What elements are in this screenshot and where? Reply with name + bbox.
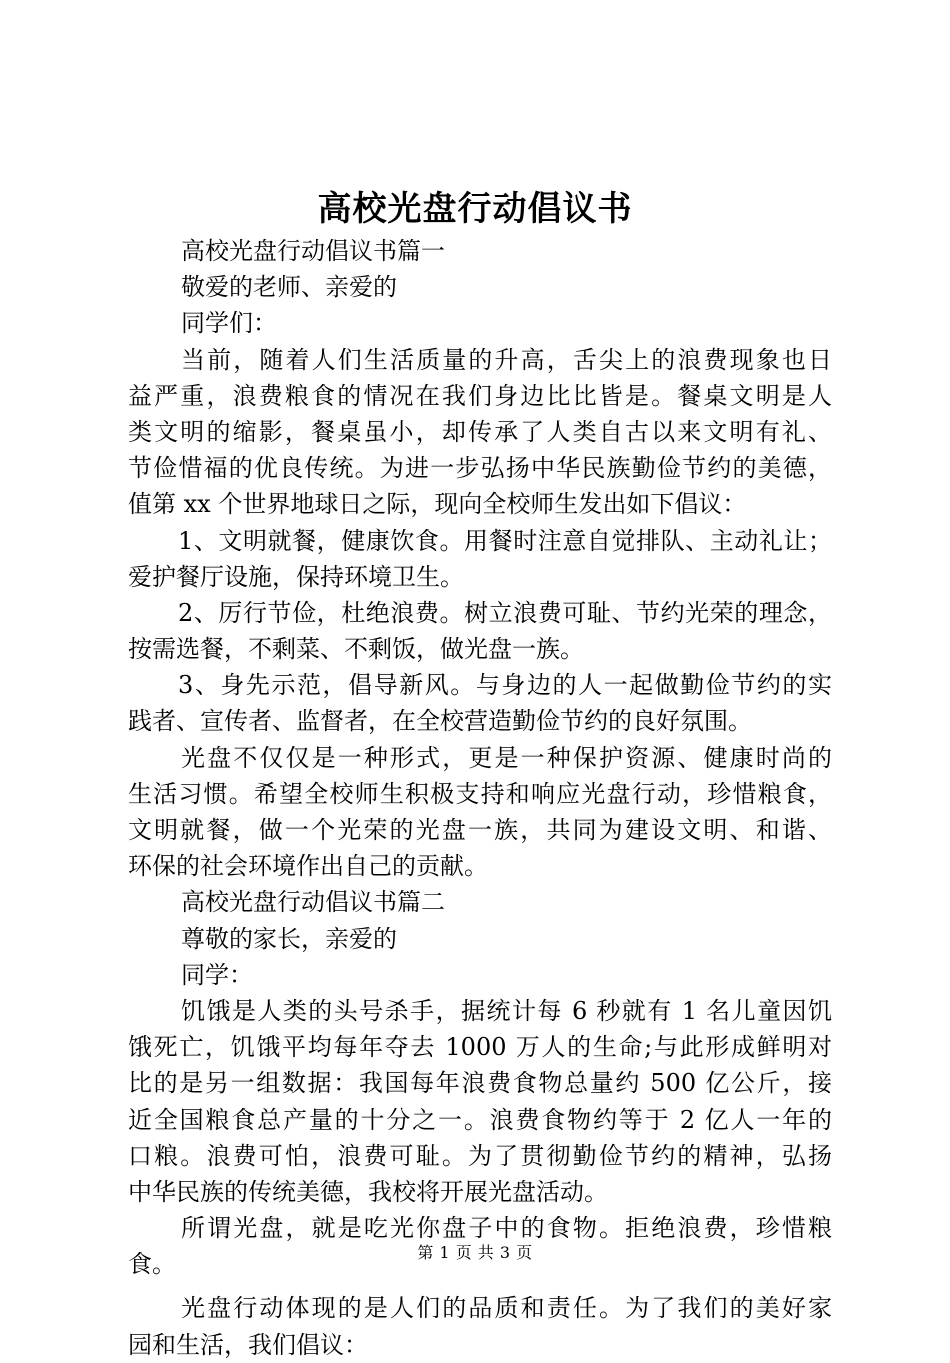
paragraph-line: 生活习惯。希望全校师生积极支持和响应光盘行动，珍惜粮食，: [128, 779, 832, 808]
list-item-line: 2、厉行节俭，杜绝浪费。树立浪费可耻、节约光荣的理念，: [178, 598, 832, 627]
salutation-line: 尊敬的家长，亲爱的: [181, 924, 397, 953]
list-item-line: 3、身先示范，倡导新风。与身边的人一起做勤俭节约的实: [178, 671, 832, 700]
list-item-line: 爱护餐厅设施，保持环境卫生。: [128, 562, 464, 591]
paragraph-line: 饥饿是人类的头号杀手，据统计每 6 秒就有 1 名儿童因饥: [181, 996, 832, 1025]
list-item-line: 1、文明就餐，健康饮食。用餐时注意自觉排队、主动礼让；: [178, 526, 832, 555]
paragraph-line: 饿死亡，饥饿平均每年夺去 1000 万人的生命;与此形成鲜明对: [128, 1033, 832, 1062]
list-item-line: 践者、宣传者、监督者，在全校营造勤俭节约的良好氛围。: [128, 707, 752, 736]
document-body: [128, 233, 832, 1363]
paragraph-line: 光盘不仅仅是一种形式，更是一种保护资源、健康时尚的: [181, 743, 832, 772]
list-item-line: 按需选餐，不剩菜、不剩饭，做光盘一族。: [128, 635, 584, 664]
paragraph-line: 口粮。浪费可怕，浪费可耻。为了贯彻勤俭节约的精神，弘扬: [128, 1141, 832, 1170]
paragraph-line: 值第 xx 个世界地球日之际，现向全校师生发出如下倡议：: [128, 490, 747, 519]
paragraph-line: 食。: [128, 1250, 176, 1279]
paragraph-line: 比的是另一组数据：我国每年浪费食物总量约 500 亿公斤，接: [128, 1069, 832, 1098]
document-title: 高校光盘行动倡议书: [317, 189, 633, 229]
salutation-line: 敬爱的老师、亲爱的: [181, 273, 397, 302]
paragraph-line: 节俭惜福的优良传统。为进一步弘扬中华民族勤俭节约的美德，: [128, 454, 832, 483]
paragraph-line: 园和生活，我们倡议：: [128, 1330, 368, 1359]
salutation-line: 同学：: [181, 960, 253, 989]
paragraph-line: 文明就餐，做一个光荣的光盘一族，共同为建设文明、和谐、: [128, 816, 832, 844]
section-heading: 高校光盘行动倡议书篇一: [181, 237, 445, 265]
paragraph-line: 光盘行动体现的是人们的品质和责任。为了我们的美好家: [181, 1294, 832, 1323]
paragraph-line: 近全国粮食总产量的十分之一。浪费食物约等于 2 亿人一年的: [128, 1105, 832, 1134]
paragraph-line: 所谓光盘，就是吃光你盘子中的食物。拒绝浪费，珍惜粮: [181, 1214, 832, 1243]
page-number-footer: 第 1 页 共 3 页: [417, 1243, 533, 1262]
section-heading: 高校光盘行动倡议书篇二: [181, 888, 445, 917]
salutation-line: 同学们：: [181, 309, 277, 338]
paragraph-line: 类文明的缩影，餐桌虽小，却传承了人类自古以来文明有礼、: [128, 417, 832, 446]
paragraph-line: 当前，随着人们生活质量的升高，舌尖上的浪费现象也日: [181, 345, 832, 374]
paragraph-line: 中华民族的传统美德，我校将开展光盘活动。: [128, 1177, 608, 1206]
paragraph-line: 环保的社会环境作出自己的贡献。: [128, 852, 488, 881]
paragraph-line: 益严重，浪费粮食的情况在我们身边比比皆是。餐桌文明是人: [128, 381, 832, 410]
